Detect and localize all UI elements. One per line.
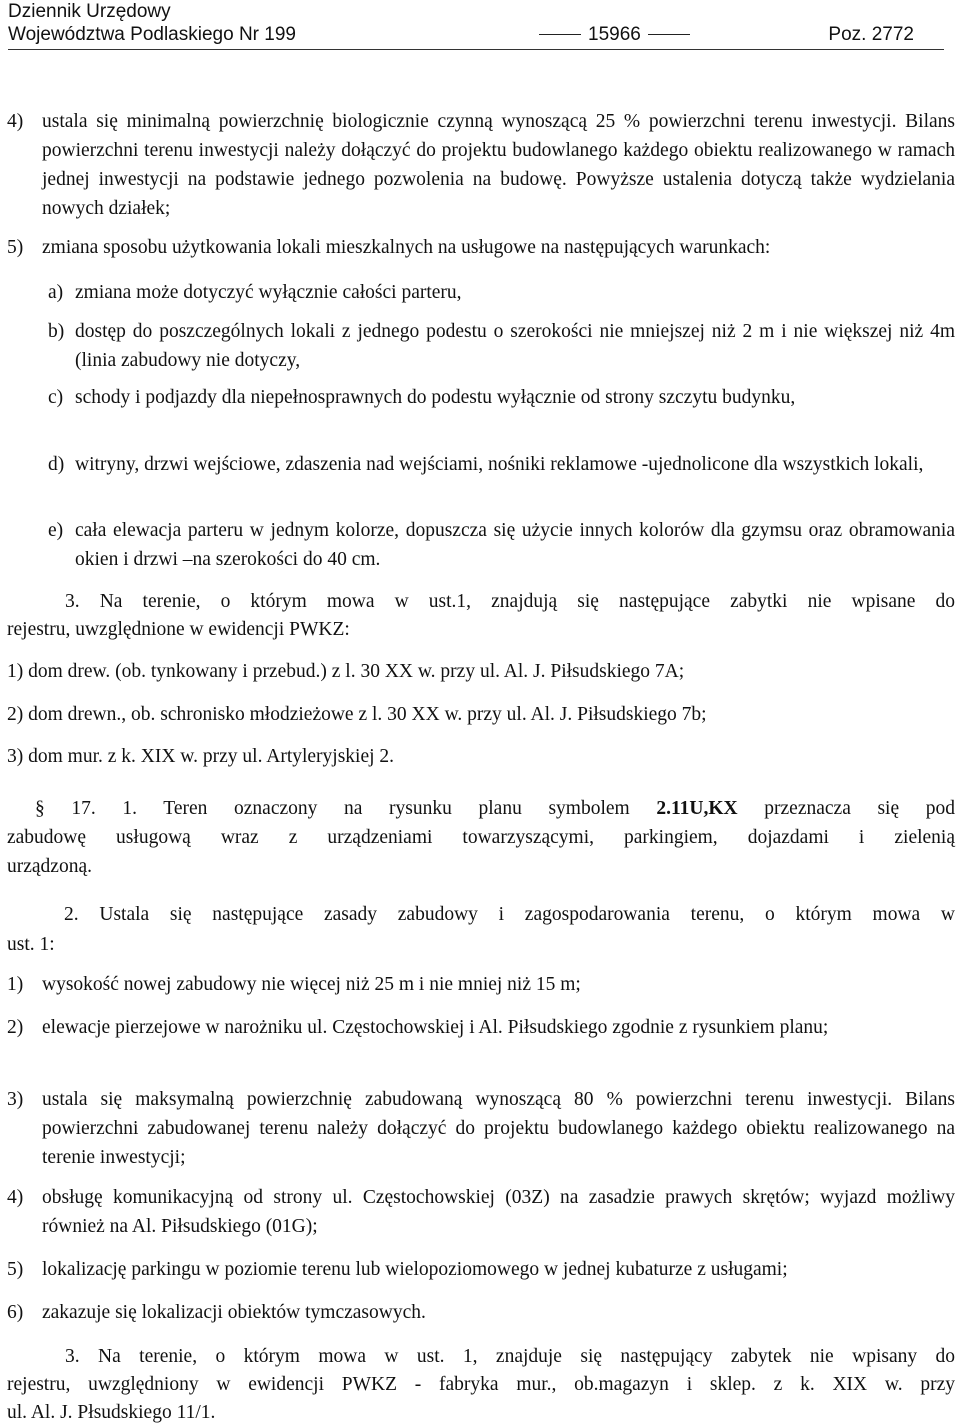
- rule-item-3: [7, 1085, 955, 1172]
- page-number: [532, 23, 697, 47]
- item-number: 3): [7, 1089, 24, 1110]
- rule-item-1: [7, 970, 955, 999]
- sub-item-letter: a): [48, 282, 64, 303]
- item-number: 5): [7, 1259, 24, 1280]
- sub-item-letter: c): [48, 387, 64, 408]
- list-item-5: [7, 233, 955, 262]
- section-17-intro: [35, 794, 955, 823]
- rule-item-4: [7, 1183, 955, 1241]
- paragraph-3-rest: rejestru, uwzględnione w ewidencji PWKZ:: [7, 619, 350, 640]
- paragraph-3b-line2: rejestru, uwzględniony w ewidencji PWKZ - fabryka mur., ob.magazyn i sklep. z k. XIX w. przy: [7, 1374, 955, 1395]
- sub-item-a: [48, 278, 955, 307]
- journal-title: Dziennik Urzędowy: [8, 1, 171, 22]
- sub-item-text: dostęp do poszczególnych lokali z jednego podestu o szerokości nie mniejszej niż 2 m i nie większej niż 4m (linia zabudowy nie dotyczy,: [75, 321, 955, 371]
- section-17-line2: zabudowę usługową wraz z urządzeniami towarzyszącymi, parkingiem, dojazdami i zielenią: [7, 827, 955, 848]
- paragraph-3b-line3: ul. Al. J. Płsudskiego 11/1.: [7, 1402, 216, 1423]
- page-number-value: 15966: [588, 24, 641, 45]
- paragraph-3b-line1: 3. Na terenie, o którym mowa w ust. 1, znajduje się następujący zabytek nie wpisany do: [65, 1346, 955, 1367]
- item-number: 4): [7, 1187, 24, 1208]
- item-text: elewacje pierzejowe w narożniku ul. Częstochowskiej i Al. Piłsudskiego zgodnie z rysunkiem planu;: [42, 1017, 829, 1038]
- dash-left: [539, 34, 581, 35]
- sub-item-c: [48, 383, 955, 412]
- sub-item-letter: d): [48, 454, 65, 475]
- section-17-intro-text: § 17. 1. Teren oznaczony na rysunku planu symbolem: [35, 798, 630, 819]
- monument-item-3: 3) dom mur. z k. XIX w. przy ul. Artyleryjskiej 2.: [7, 746, 395, 767]
- item-text: lokalizację parkingu w poziomie terenu lub wielopoziomowego w jednej kubaturze z usługami;: [42, 1259, 788, 1280]
- item-number: 1): [7, 974, 24, 995]
- monument-item-1: 1) dom drew. (ob. tynkowany i przebud.) z l. 30 XX w. przy ul. Al. J. Piłsudskiego 7A;: [7, 661, 685, 682]
- rule-item-6: [7, 1298, 955, 1327]
- position-number: Poz. 2772: [828, 24, 914, 45]
- paragraph-3-lead: 3. Na terenie, o którym mowa w ust.1, znajdują się następujące zabytki nie wpisane do: [65, 591, 955, 612]
- item-text: ustala się minimalną powierzchnię biologicznie czynną wynoszącą 25 % powierzchni terenu inwestycji. Bilans powierzchni terenu inwestycji należy dołączyć do projektu budowlanego każdego obiektu realizowanego w ramach jednej inwestycji na podstawie jednego pozwolenia na budowę. Powyższe ustalenia dotyczą także wydzielania nowych działek;: [42, 111, 955, 219]
- sub-item-letter: e): [48, 520, 64, 541]
- rule-item-2: [7, 1013, 955, 1042]
- sub-item-text: cała elewacja parteru w jednym kolorze, dopuszcza się użycie innych kolorów dla gzymsu oraz obramowania okien i drzwi –na szerokości do 40 cm.: [75, 520, 955, 570]
- item-text: obsługę komunikacyjną od strony ul. Częstochowskiej (03Z) na zasadzie prawych skrętów; wyjazd możliwy również na Al. Piłsudskiego (01G);: [42, 1187, 955, 1237]
- header-rule: [8, 49, 944, 50]
- sub-item-text: witryny, drzwi wejściowe, zdaszenia nad wejściami, nośniki reklamowe -ujednolicone dla wszystkich lokali,: [75, 454, 924, 475]
- paragraph-2-line1: 2. Ustala się następujące zasady zabudowy i zagospodarowania terenu, o którym mowa w: [64, 904, 955, 925]
- dash-right: [648, 34, 690, 35]
- sub-item-text: schody i podjazdy dla niepełnosprawnych do podestu wyłącznie od strony szczytu budynku,: [75, 387, 796, 408]
- item-text: zmiana sposobu użytkowania lokali mieszkalnych na usługowe na następujących warunkach:: [42, 237, 771, 258]
- section-17-line3: urządzoną.: [7, 856, 92, 877]
- sub-item-d: [48, 450, 955, 479]
- item-number: 6): [7, 1302, 24, 1323]
- sub-item-e: [48, 516, 955, 574]
- zone-symbol: 2.11U,KX: [656, 798, 738, 819]
- monument-item-2: 2) dom drewn., ob. schronisko młodzieżowe z l. 30 XX w. przy ul. Al. J. Piłsudskiego 7b;: [7, 704, 707, 725]
- rule-item-5: [7, 1255, 955, 1284]
- item-number: 5): [7, 237, 24, 258]
- item-number: 4): [7, 111, 24, 132]
- section-17-intro-after: przeznacza się pod: [764, 798, 956, 819]
- paragraph-2-line2: ust. 1:: [7, 934, 55, 955]
- list-item-4: [7, 107, 955, 223]
- item-text: ustala się maksymalną powierzchnię zabudowaną wynoszącą 80 % powierzchni terenu inwestycji. Bilans powierzchni zabudowanej terenu należy dołączyć do projektu budowlanego każdego obiektu realizowanego na terenie inwestycji;: [42, 1089, 955, 1168]
- item-text: wysokość nowej zabudowy nie więcej niż 25 m i nie mniej niż 15 m;: [42, 974, 581, 995]
- item-number: 2): [7, 1017, 24, 1038]
- sub-item-b: [48, 317, 955, 375]
- sub-item-letter: b): [48, 321, 65, 342]
- item-text: zakazuje się lokalizacji obiektów tymczasowych.: [42, 1302, 426, 1323]
- journal-issue: Województwa Podlaskiego Nr 199: [8, 24, 296, 45]
- page-header: [8, 0, 944, 48]
- sub-item-text: zmiana może dotyczyć wyłącznie całości parteru,: [75, 282, 462, 303]
